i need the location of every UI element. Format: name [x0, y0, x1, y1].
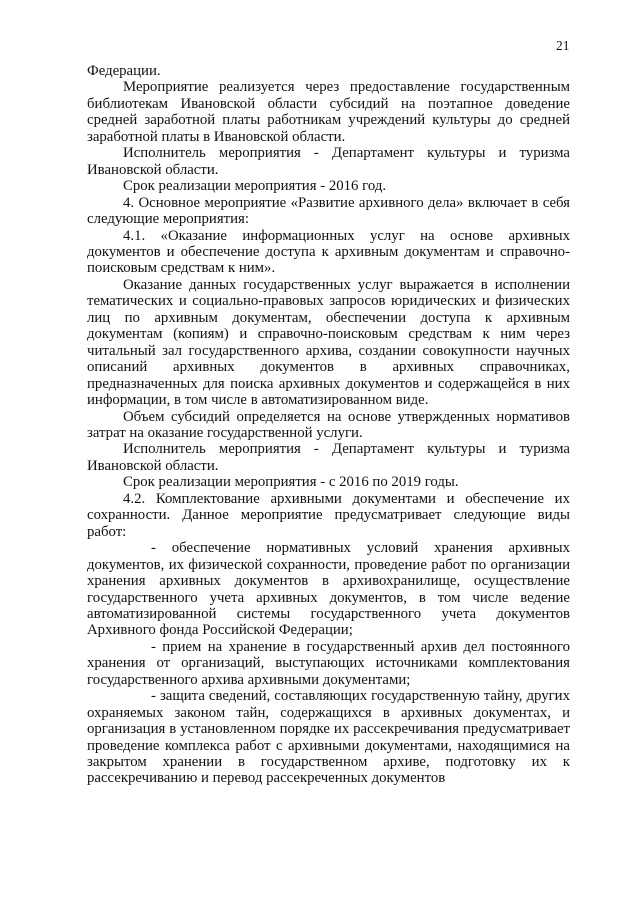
- list-item-acceptance: - прием на хранение в государственный архив дел постоянного хранения от организаций, выступающих источниками комплектования государственного архива архивными документами;: [87, 638, 570, 688]
- paragraph-continuation: Федерации.: [87, 63, 161, 79]
- paragraph-subsidy-volume: Объем субсидий определяется на основе утвержденных нормативов затрат на оказание государственной услуги.: [87, 408, 570, 441]
- list-item-secret-protection: - защита сведений, составляющих государственную тайну, других охраняемых законом тайн, содержащихся в архивных документах, и организация в установленном порядке их рассекречивания предусматривает проведение комплекса работ с архивными документами, находящимися на закрытом хранении в государственном архиве, подготовку их к рассекречиванию и перевод рассекреченных документов: [87, 688, 570, 787]
- paragraph-main-event-archive: 4. Основное мероприятие «Развитие архивного дела» включает в себя следующие мероприятия:: [87, 194, 570, 228]
- paragraph-executor-2: Исполнитель мероприятия - Департамент культуры и туризма Ивановской области.: [87, 441, 570, 474]
- list-item-storage-conditions: - обеспечение нормативных условий хранения архивных документов, их физической сохранности, проведение работ по организации хранения архивных документов в архивохранилище, осуществление государственного учета архивных документов, в том числе ведение автоматизированной системы государственного учета документов Архивного фонда Российской Федерации;: [87, 540, 570, 639]
- paragraph-event-4-1: 4.1. «Оказание информационных услуг на основе архивных документов и обеспечение доступа к архивным документам и справочно-поисковым средствам к ним».: [87, 227, 570, 277]
- paragraph-executor-1: Исполнитель мероприятия - Департамент культуры и туризма Ивановской области.: [87, 145, 570, 178]
- paragraph-event-library-subsidies: Мероприятие реализуется через предоставление государственным библиотекам Ивановской области субсидий на поэтапное доведение средней заработной платы работникам учреждений культуры до средней заработной платы в Ивановской области.: [87, 79, 570, 145]
- paragraph-event-4-2: 4.2. Комплектование архивными документами и обеспечение их сохранности. Данное мероприятие предусматривает следующие виды работ:: [87, 490, 570, 540]
- body-text: [87, 63, 570, 787]
- paragraph-term-1: Срок реализации мероприятия - 2016 год.: [123, 178, 387, 195]
- paragraph-services-description: Оказание данных государственных услуг выражается в исполнении тематических и социально-правовых запросов юридических и физических лиц по архивным документам, обеспечении доступа к архивным документам (копиям) и справочно-поисковым средствам к ним через читальный зал государственного архива, создании совокупности научных описаний архивных документов в архивных справочниках, предназначенных для поиска архивных документов и содержащейся в них информации, в том числе в автоматизированном виде.: [87, 276, 570, 409]
- page-number: 21: [556, 38, 570, 53]
- paragraph-term-2: Срок реализации мероприятия - с 2016 по 2019 годы.: [123, 474, 459, 491]
